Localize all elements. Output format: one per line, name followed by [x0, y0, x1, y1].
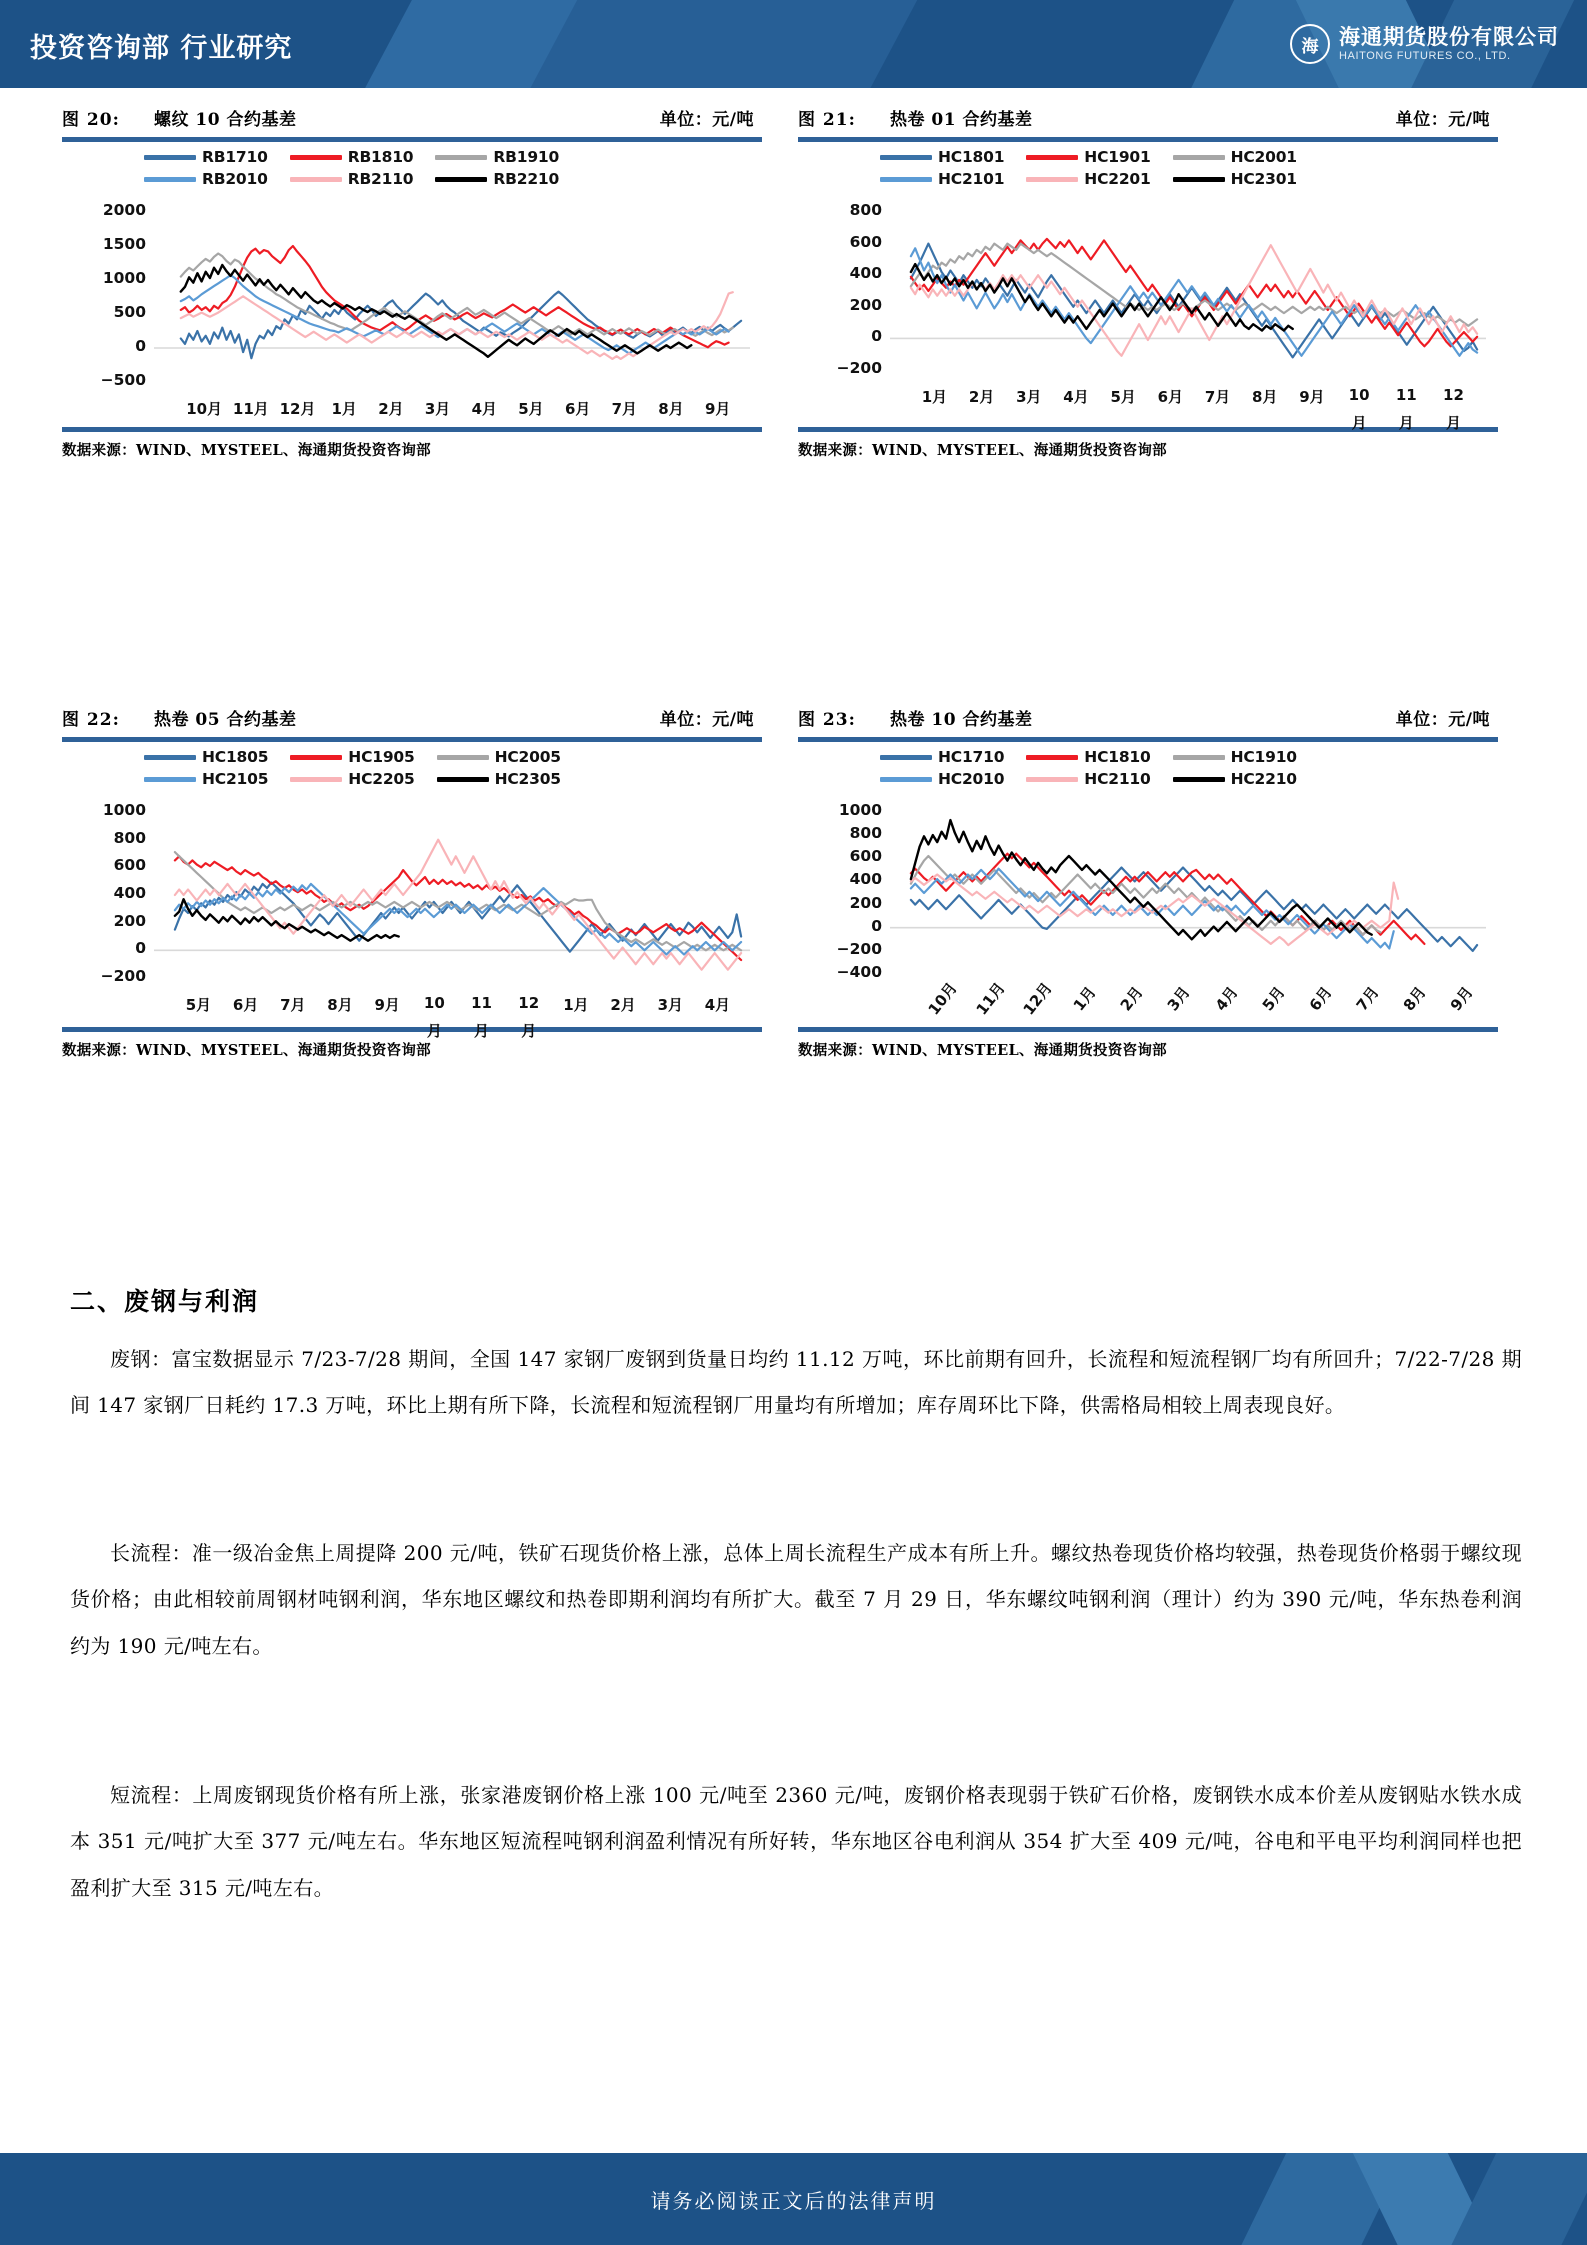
legend-item — [290, 748, 414, 766]
y-axis-tick-label: 500 — [113, 303, 146, 321]
y-axis-tick-label: 200 — [113, 911, 146, 930]
legend-label: RB2110 — [347, 170, 414, 188]
x-axis-tick-label: 3月 — [424, 400, 451, 418]
figure-23-unit: 单位：元/吨 — [1395, 710, 1490, 730]
x-axis-tick-label: 8月 — [1400, 983, 1430, 1015]
legend-label: HC1710 — [938, 748, 1005, 766]
x-axis-tick-label: 6月 — [232, 996, 259, 1014]
figure-20-number: 图 20: — [62, 110, 120, 130]
x-axis-tick-label: 5月 — [518, 400, 544, 418]
figure-20-plot — [62, 142, 762, 427]
x-axis-tick-label: 5月 — [1258, 983, 1289, 1015]
legend-item — [144, 770, 268, 788]
figure-21-number: 图 21: — [798, 110, 856, 130]
legend-label: HC2205 — [348, 770, 415, 788]
legend-item — [1173, 148, 1297, 166]
legend-color-swatch — [290, 155, 342, 160]
legend-color-swatch — [1026, 755, 1078, 760]
legend-color-swatch — [1173, 177, 1225, 182]
figure-22-plot — [62, 742, 762, 1040]
legend-label: RB1710 — [202, 148, 268, 166]
x-axis-tick-label: 7月 — [611, 400, 638, 418]
legend-label: HC2001 — [1230, 148, 1297, 166]
series-line — [911, 244, 1477, 358]
legend-item — [290, 148, 414, 166]
company-name-cn: 海通期货股份有限公司 — [1339, 24, 1559, 49]
company-name-en: HAITONG FUTURES CO., LTD. — [1339, 49, 1511, 62]
legend-item — [1026, 148, 1150, 166]
figure-23-caption — [798, 705, 1498, 735]
x-axis-tick-label: 9月 — [1299, 388, 1325, 406]
series-line — [911, 264, 1293, 330]
x-axis-tick-label: 1月 — [331, 400, 357, 418]
x-axis-tick-label: 7月 — [280, 996, 306, 1014]
x-axis-tick-label: 10 — [1348, 386, 1370, 404]
legend-color-swatch — [144, 777, 196, 782]
y-axis-tick-label: −200 — [100, 967, 146, 985]
legend-color-swatch — [880, 155, 932, 160]
x-axis-tick-label: 6月 — [1157, 388, 1184, 406]
y-axis-tick-label: 800 — [849, 824, 882, 843]
x-axis-tick-label: 12 — [518, 994, 540, 1012]
header-department-title: 投资咨询部 行业研究 — [30, 33, 293, 64]
figure-21-unit: 单位：元/吨 — [1395, 110, 1490, 130]
legend-label: HC2210 — [1230, 770, 1297, 788]
x-axis-tick-label: 2月 — [968, 388, 995, 406]
x-axis-tick-label: 11 — [471, 994, 492, 1012]
legend-color-swatch — [435, 177, 487, 182]
figure-21-caption — [798, 105, 1498, 135]
legend-color-swatch — [880, 755, 932, 760]
y-axis-tick-label: 200 — [849, 295, 882, 314]
legend-item — [290, 170, 414, 188]
x-axis-tick-label-suffix: 月 — [1351, 414, 1367, 432]
y-axis-tick-label: 600 — [113, 856, 146, 875]
figure-23-legend — [880, 748, 1297, 788]
figure-21-plot — [798, 142, 1498, 432]
y-axis-tick-label: 1000 — [102, 269, 146, 287]
legend-item — [880, 148, 1004, 166]
figure-21-source: 数据来源：WIND、MYSTEEL、海通期货投资咨询部 — [798, 442, 1167, 459]
y-axis-tick-label: 600 — [849, 232, 882, 251]
y-axis-tick-label: 400 — [113, 884, 146, 902]
figure-panel-22 — [62, 705, 762, 1060]
legend-color-swatch — [437, 777, 489, 782]
x-axis-tick-label: 12 — [1443, 386, 1464, 404]
x-axis-tick-label: 10月 — [186, 400, 223, 418]
legend-label: HC2105 — [202, 770, 269, 788]
figure-22-caption — [62, 705, 762, 735]
legend-color-swatch — [435, 155, 487, 160]
legend-item — [880, 748, 1004, 766]
figure-23-source: 数据来源：WIND、MYSTEEL、海通期货投资咨询部 — [798, 1042, 1167, 1059]
y-axis-tick-label: −500 — [100, 371, 146, 389]
figure-22-number: 图 22: — [62, 710, 120, 730]
x-axis-tick-label: 2月 — [1116, 983, 1147, 1015]
y-axis-tick-label: 1000 — [838, 801, 882, 819]
figure-20-caption — [62, 105, 762, 135]
legend-label: HC1905 — [348, 748, 415, 766]
x-axis-tick-label: 5月 — [1110, 388, 1136, 406]
x-axis-tick-label: 11月 — [232, 400, 269, 418]
legend-color-swatch — [144, 177, 196, 182]
legend-label: HC2201 — [1084, 170, 1151, 188]
legend-item — [1026, 770, 1150, 788]
y-axis-tick-label: 2000 — [102, 201, 146, 219]
x-axis-tick-label: 4月 — [1211, 983, 1242, 1015]
legend-label: HC2005 — [494, 748, 561, 766]
x-axis-tick-label: 1月 — [921, 388, 948, 406]
legend-label: HC1810 — [1084, 748, 1151, 766]
legend-label: RB2210 — [493, 170, 560, 188]
x-axis-tick-label: 5月 — [185, 996, 212, 1014]
legend-label: HC1910 — [1230, 748, 1297, 766]
y-axis-tick-label: 0 — [871, 327, 882, 346]
figure-22-unit: 单位：元/吨 — [659, 710, 754, 730]
legend-color-swatch — [290, 777, 342, 782]
body-paragraph: 废钢：富宝数据显示 7/23-7/28 期间，全国 147 家钢厂废钢到货量日均约 11.12 万吨，环比前期有回升，长流程和短流程钢厂均有所回升；7/22-7/28 期间 147 家钢厂日耗约 17.3 万吨，环比上期有所下降，长流程和短流程钢厂用量均有所增加；库存周环比下降，供需格局相较上周表现良好。 — [70, 1347, 1522, 1418]
x-axis-tick-label: 2月 — [610, 996, 636, 1014]
x-axis-tick-label: 8月 — [1252, 388, 1278, 406]
legend-item — [437, 748, 561, 766]
y-axis-tick-label: 400 — [849, 870, 882, 889]
legend-item — [435, 148, 559, 166]
legend-label: RB2010 — [202, 170, 268, 188]
figure-panel-23 — [798, 705, 1498, 1060]
x-axis-tick-label: 10 — [423, 994, 445, 1012]
legend-color-swatch — [144, 155, 196, 160]
x-axis-tick-label: 4月 — [704, 996, 731, 1014]
legend-label: HC1805 — [202, 748, 269, 766]
x-axis-tick-label-suffix: 月 — [426, 1022, 442, 1040]
haitong-seal-icon: 海 — [1290, 24, 1330, 64]
x-axis-tick-label: 2月 — [378, 400, 404, 418]
figure-22-title: 热卷 05 合约基差 — [154, 710, 297, 730]
figure-20-title: 螺纹 10 合约基差 — [154, 110, 297, 130]
x-axis-tick-label-suffix: 月 — [521, 1022, 537, 1040]
figure-22-legend — [144, 748, 561, 788]
x-axis-tick-label: 12月 — [1019, 979, 1056, 1019]
figure-panel-21 — [798, 105, 1498, 460]
x-axis-tick-label: 9月 — [1447, 983, 1478, 1015]
x-axis-tick-label: 3月 — [1016, 388, 1042, 406]
legend-color-swatch — [290, 177, 342, 182]
legend-color-swatch — [1173, 755, 1225, 760]
y-axis-tick-label: 800 — [113, 828, 146, 847]
legend-color-swatch — [1026, 177, 1078, 182]
series-line — [181, 275, 729, 353]
legend-item — [880, 770, 1004, 788]
figure-20-source: 数据来源：WIND、MYSTEEL、海通期货投资咨询部 — [62, 442, 431, 459]
legend-item — [290, 770, 414, 788]
company-logo — [1290, 20, 1559, 68]
x-axis-tick-label: 7月 — [1204, 388, 1231, 406]
figure-20-legend — [144, 148, 559, 188]
x-axis-tick-label: 7月 — [1352, 983, 1383, 1015]
legend-item — [1026, 170, 1150, 188]
footer-disclaimer: 请务必阅读正文后的法律声明 — [650, 2188, 937, 2213]
legend-color-swatch — [1026, 155, 1078, 160]
figure-22-source: 数据来源：WIND、MYSTEEL、海通期货投资咨询部 — [62, 1042, 431, 1059]
y-axis-tick-label: −200 — [836, 359, 882, 377]
figure-panel-20 — [62, 105, 762, 460]
x-axis-tick-label: 9月 — [374, 996, 400, 1014]
y-axis-tick-label: 0 — [135, 939, 146, 958]
legend-item — [1026, 748, 1150, 766]
x-axis-tick-label: 6月 — [564, 400, 591, 418]
legend-label: HC2301 — [1230, 170, 1297, 188]
legend-item — [144, 170, 268, 188]
legend-color-swatch — [290, 755, 342, 760]
x-axis-tick-label: 8月 — [327, 996, 353, 1014]
x-axis-tick-label: 3月 — [657, 996, 683, 1014]
legend-color-swatch — [144, 755, 196, 760]
legend-label: HC2305 — [494, 770, 561, 788]
section-heading: 二、废钢与利润 — [70, 1287, 260, 1316]
page-header — [0, 0, 1587, 88]
figure-20-unit: 单位：元/吨 — [659, 110, 754, 130]
legend-label: HC1801 — [938, 148, 1005, 166]
legend-label: HC2110 — [1084, 770, 1151, 788]
legend-item — [1173, 748, 1297, 766]
legend-color-swatch — [437, 755, 489, 760]
y-axis-tick-label: 600 — [849, 847, 882, 866]
x-axis-tick-label: 10月 — [924, 979, 962, 1019]
y-axis-tick-label: −200 — [836, 939, 882, 958]
legend-color-swatch — [1173, 777, 1225, 782]
legend-color-swatch — [880, 177, 932, 182]
series-line — [181, 254, 733, 336]
page-footer — [0, 2153, 1587, 2245]
body-paragraph: 短流程：上周废钢现货价格有所上涨，张家港废钢价格上涨 100 元/吨至 2360 元/吨，废钢价格表现弱于铁矿石价格，废钢铁水成本价差从废钢贴水铁水成本 351 元/吨扩大至 377 元/吨左右。华东地区短流程吨钢利润盈利情况有所好转，华东地区谷电利润从 354 扩大至 409 元/吨，谷电和平电平均利润同样也把盈利扩大至 315 元/吨左右。 — [70, 1783, 1522, 1900]
legend-label: HC1901 — [1084, 148, 1151, 166]
x-axis-tick-label: 8月 — [658, 400, 684, 418]
y-axis-tick-label: 800 — [849, 201, 882, 219]
x-axis-tick-label: 3月 — [1164, 983, 1194, 1015]
legend-label: RB1910 — [493, 148, 560, 166]
body-paragraph: 长流程：准一级冶金焦上周提降 200 元/吨，铁矿石现货价格上涨，总体上周长流程生产成本有所上升。螺纹热卷现货价格均较强，热卷现货价格弱于螺纹现货价格；由此相较前周钢材吨钢利润，华东地区螺纹和热卷即期利润均有所扩大。截至 7 月 29 日，华东螺纹吨钢利润（理计）约为 390 元/吨，华东热卷利润约为 190 元/吨左右。 — [70, 1541, 1522, 1658]
x-axis-tick-label: 11月 — [972, 979, 1009, 1019]
y-axis-tick-label: 200 — [849, 893, 882, 912]
y-axis-tick-label: 400 — [849, 264, 882, 283]
x-axis-tick-label-suffix: 月 — [1445, 414, 1461, 432]
y-axis-tick-label: 0 — [135, 337, 146, 355]
legend-item — [437, 770, 561, 788]
legend-item — [1173, 170, 1297, 188]
x-axis-tick-label: 6月 — [1305, 983, 1336, 1015]
x-axis-tick-label: 12月 — [279, 400, 316, 418]
y-axis-tick-label: 0 — [871, 916, 882, 935]
legend-label: HC2101 — [938, 170, 1005, 188]
x-axis-tick-label: 9月 — [704, 400, 731, 418]
x-axis-tick-label-suffix: 月 — [1398, 414, 1414, 432]
figure-23-plot — [798, 742, 1498, 1027]
legend-color-swatch — [880, 777, 932, 782]
legend-color-swatch — [1173, 155, 1225, 160]
legend-label: RB1810 — [347, 148, 414, 166]
y-axis-tick-label: 1000 — [102, 801, 146, 819]
figure-21-legend — [880, 148, 1297, 188]
legend-item — [1173, 770, 1297, 788]
legend-item — [880, 170, 1004, 188]
x-axis-tick-label: 1月 — [563, 996, 589, 1014]
figure-23-title: 热卷 10 合约基差 — [890, 710, 1033, 730]
legend-item — [144, 148, 268, 166]
x-axis-tick-label: 1月 — [1069, 983, 1100, 1015]
figure-23-number: 图 23: — [798, 710, 856, 730]
legend-item — [435, 170, 559, 188]
legend-label: HC2010 — [938, 770, 1005, 788]
y-axis-tick-label: 1500 — [102, 235, 146, 253]
x-axis-tick-label: 4月 — [1063, 388, 1089, 406]
x-axis-tick-label: 4月 — [471, 400, 497, 418]
y-axis-tick-label: −400 — [836, 963, 882, 981]
legend-color-swatch — [1026, 777, 1078, 782]
legend-item — [144, 748, 268, 766]
figure-21-title: 热卷 01 合约基差 — [890, 110, 1033, 130]
x-axis-tick-label: 11 — [1395, 386, 1417, 404]
x-axis-tick-label-suffix: 月 — [474, 1022, 490, 1040]
